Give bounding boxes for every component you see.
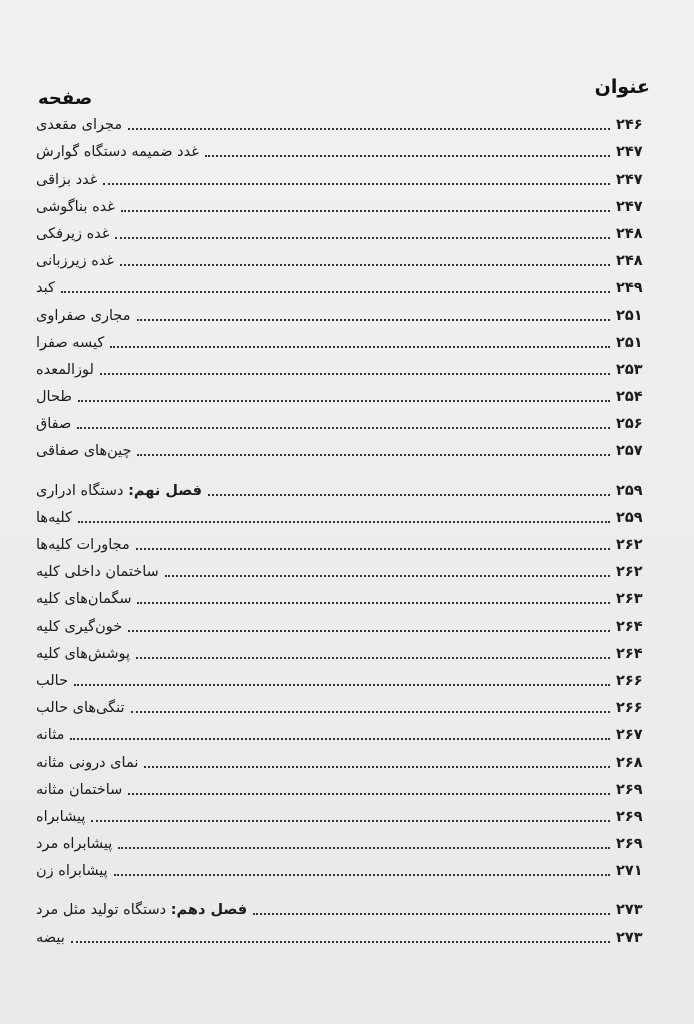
- entry-text: کیسه صفرا: [36, 334, 105, 351]
- page-column-header: صفحه: [38, 88, 93, 109]
- toc-row: [36, 854, 648, 881]
- toc-entry-label: [36, 698, 125, 718]
- toc-entry-label: [36, 508, 72, 528]
- toc-entry-label: [36, 834, 112, 854]
- entry-text: غده زیرزبانی: [36, 253, 115, 270]
- chapter-heading: فصل نهم:: [128, 482, 203, 499]
- page-number: ۲۶۴: [616, 645, 643, 662]
- entry-text: حالب: [36, 672, 69, 689]
- entry-text: بیضه: [36, 929, 65, 946]
- toc-entry-label: [36, 115, 122, 135]
- toc-row: [36, 162, 648, 189]
- toc-row: [36, 298, 648, 325]
- entry-text: نمای درونی مثانه: [36, 754, 139, 771]
- dot-leader: [100, 373, 610, 375]
- entry-text: پوشش‌های کلیه: [36, 645, 131, 662]
- page-number: ۲۶۹: [616, 836, 643, 853]
- dot-leader: [128, 128, 610, 130]
- toc-entry-label: [36, 900, 247, 920]
- page-number: ۲۵۱: [616, 307, 643, 324]
- dot-leader: [115, 237, 610, 239]
- page-number: ۲۶۷: [616, 727, 643, 744]
- toc-row: [36, 353, 648, 380]
- page-number: ۲۶۴: [616, 618, 643, 635]
- toc-row: [36, 528, 648, 555]
- toc-entry-label: [36, 725, 64, 745]
- toc-row: [36, 691, 648, 718]
- toc-row: [36, 718, 648, 745]
- entry-text: مثانه: [36, 727, 65, 744]
- page-number: ۲۷۱: [616, 863, 643, 880]
- dot-leader: [103, 183, 610, 185]
- dot-leader: [77, 427, 610, 429]
- toc-entry-label: [36, 562, 159, 582]
- entry-text: مجاورات کلیه‌ها: [36, 537, 130, 553]
- dot-leader: [131, 711, 610, 713]
- toc-row: [36, 190, 648, 217]
- dot-leader: [74, 684, 610, 686]
- dot-leader: [128, 793, 610, 795]
- dot-leader: [128, 630, 610, 632]
- toc-row: [36, 637, 648, 664]
- toc-row: [36, 745, 648, 772]
- page-number: ۲۵۳: [616, 361, 643, 378]
- dot-leader: [71, 941, 610, 943]
- page-number: ۲۵۴: [616, 389, 643, 406]
- toc-row: [36, 664, 648, 691]
- page-number: ۲۵۷: [616, 443, 643, 460]
- page-number: ۲۴۷: [616, 171, 643, 188]
- toc-entry-label: [36, 644, 130, 664]
- toc-entry-label: [36, 142, 199, 162]
- entry-text: لوزالمعده: [36, 361, 94, 378]
- dot-leader: [78, 521, 610, 523]
- entry-text: سگمان‌های کلیه: [36, 591, 132, 608]
- dot-leader: [205, 155, 610, 157]
- entry-text: خون‌گیری کلیه: [36, 618, 123, 635]
- toc-entry-label: [36, 197, 115, 217]
- page-number: ۲۶۶: [616, 672, 643, 689]
- title-column-header: عنوان: [594, 76, 650, 98]
- dot-leader: [121, 210, 610, 212]
- toc-row: [36, 773, 648, 800]
- dot-leader: [136, 548, 610, 550]
- toc-row: [36, 407, 648, 434]
- toc-row: [36, 827, 648, 854]
- toc-row: [36, 380, 648, 407]
- toc-entry-label: [36, 481, 202, 501]
- toc-row: [36, 108, 648, 135]
- toc-entry-label: [36, 535, 130, 555]
- toc-entry-label: [36, 360, 94, 380]
- page-number: ۲۴۸: [616, 253, 643, 270]
- toc-chapter-row: [36, 893, 648, 920]
- entry-text: غدد ضمیمه دستگاه گوارش: [36, 144, 199, 161]
- entry-text: کلیه‌ها: [36, 509, 72, 526]
- toc-row: [36, 501, 648, 528]
- entry-text: ساختمان داخلی کلیه: [36, 564, 159, 581]
- section-gap: [36, 881, 648, 893]
- page-number: ۲۴۸: [616, 225, 643, 242]
- toc-chapter-row: [36, 473, 648, 500]
- dot-leader: [70, 738, 610, 740]
- dot-leader: [144, 766, 610, 768]
- toc-entry-label: [36, 617, 122, 637]
- toc-entry-label: [36, 671, 68, 691]
- entry-text: کبد: [36, 280, 55, 297]
- toc-entry-label: [36, 589, 131, 609]
- page-number: ۲۶۲: [616, 564, 643, 581]
- entry-text: غده بناگوشی: [36, 198, 115, 215]
- toc-entry-label: [36, 928, 65, 948]
- toc-entry-label: [36, 278, 55, 298]
- entry-text: طحال: [36, 389, 72, 406]
- toc-entry-label: [36, 780, 122, 800]
- toc-entry-label: [36, 861, 108, 881]
- toc-row: [36, 244, 648, 271]
- dot-leader: [110, 346, 610, 348]
- entry-text: مجاری صفراوی: [36, 307, 131, 324]
- dot-leader: [61, 291, 610, 293]
- dot-leader: [165, 575, 610, 577]
- entry-text: چین‌های صفاقی: [36, 443, 132, 460]
- page-number: ۲۶۳: [616, 591, 643, 608]
- toc-row: [36, 609, 648, 636]
- page-number: ۲۶۹: [616, 808, 643, 825]
- dot-leader: [137, 602, 610, 604]
- page-number: ۲۵۹: [616, 482, 643, 499]
- toc-row: [36, 135, 648, 162]
- dot-leader: [118, 847, 610, 849]
- dot-leader: [253, 913, 610, 915]
- page-number: ۲۴۷: [616, 144, 643, 161]
- page-number: ۲۴۹: [616, 280, 643, 297]
- entry-text: ساختمان مثانه: [36, 781, 123, 798]
- page-number: ۲۶۶: [616, 700, 643, 717]
- toc-entry-label: [36, 170, 97, 190]
- toc-row: [36, 217, 648, 244]
- dot-leader: [136, 657, 610, 659]
- toc-entry-label: [36, 414, 71, 434]
- chapter-heading: فصل دهم:: [170, 902, 248, 919]
- page-number: ۲۶۸: [616, 754, 643, 771]
- toc-entry-label: [36, 387, 72, 407]
- toc-row: [36, 582, 648, 609]
- toc-list: [36, 108, 648, 948]
- entry-text: تنگی‌های حالب: [36, 700, 125, 717]
- page-number: ۲۷۳: [616, 929, 643, 946]
- toc-row: [36, 555, 648, 582]
- entry-text: غدد بزاقی: [36, 171, 98, 188]
- toc-row: [36, 800, 648, 827]
- entry-text: مجرای مقعدی: [36, 117, 123, 134]
- entry-text: پیشابراه: [36, 808, 86, 825]
- toc-entry-label: [36, 224, 109, 244]
- page-number: ۲۴۶: [616, 117, 643, 134]
- toc-entry-label: [36, 753, 138, 773]
- page-number: ۲۶۲: [616, 537, 643, 553]
- toc-row: [36, 920, 648, 947]
- entry-text: پیشابراه مرد: [36, 836, 113, 853]
- toc-entry-label: [36, 807, 85, 827]
- page-number: ۲۵۱: [616, 334, 643, 351]
- toc-entry-label: [36, 251, 114, 271]
- page-number: ۲۷۳: [616, 902, 643, 919]
- page-number: ۲۶۹: [616, 781, 643, 798]
- dot-leader: [78, 400, 610, 402]
- dot-leader: [137, 454, 610, 456]
- entry-text: پیشابراه زن: [36, 863, 108, 880]
- page-number: ۲۵۶: [616, 416, 643, 433]
- toc-row: [36, 326, 648, 353]
- toc-entry-label: [36, 333, 104, 353]
- toc-entry-label: [36, 441, 131, 461]
- dot-leader: [208, 494, 610, 496]
- toc-row: [36, 271, 648, 298]
- toc-entry-label: [36, 306, 131, 326]
- page-number: ۲۴۷: [616, 198, 643, 215]
- entry-text: دستگاه تولید مثل مرد: [36, 902, 171, 919]
- entry-text: دستگاه ادراری: [36, 482, 129, 499]
- dot-leader: [137, 319, 610, 321]
- toc-row: [36, 434, 648, 461]
- dot-leader: [120, 264, 610, 266]
- dot-leader: [114, 874, 610, 876]
- section-gap: [36, 461, 648, 473]
- entry-text: صفاق: [36, 416, 72, 433]
- entry-text: غده زیرفکی: [36, 225, 110, 242]
- dot-leader: [91, 820, 610, 822]
- page-number: ۲۵۹: [616, 509, 643, 526]
